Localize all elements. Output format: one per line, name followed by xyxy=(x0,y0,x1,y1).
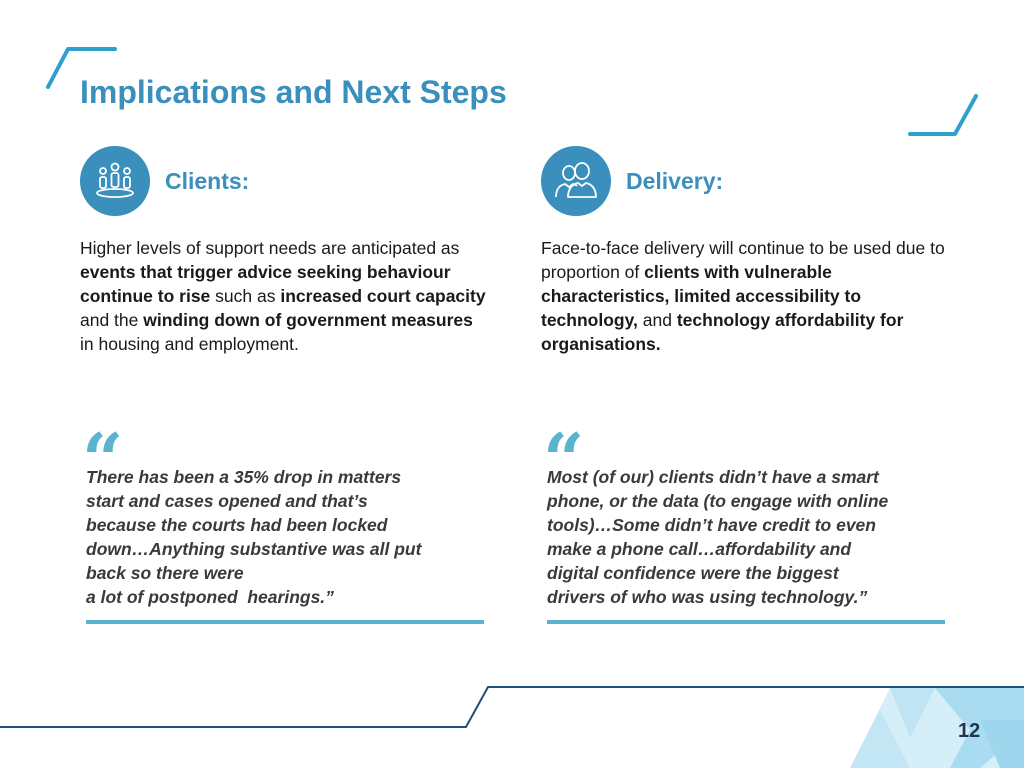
quote-line: start and cases opened and that’s xyxy=(86,491,368,511)
quote-line: tools)…Some didn’t have credit to even xyxy=(547,515,876,535)
emphasis-text: winding down of government measures xyxy=(143,310,473,330)
page-title: Implications and Next Steps xyxy=(80,74,507,110)
delivery-quote-mark: “ xyxy=(543,417,585,502)
footer-triangle-pattern xyxy=(0,680,1024,768)
quote-line: because the courts had been locked xyxy=(86,515,388,535)
quote-line: make a phone call…affordability and xyxy=(547,539,852,559)
body-run: in housing and employment. xyxy=(80,334,299,354)
page-number: 12 xyxy=(958,720,981,742)
quote-line: a lot of postponed hearings.” xyxy=(86,587,334,607)
quote-line: phone, or the data (to engage with online xyxy=(547,491,889,511)
quote-line: down…Anything substantive was all put xyxy=(86,539,422,559)
emphasis-text: increased court capacity xyxy=(280,286,486,306)
clients-quote-rule xyxy=(86,620,484,624)
emphasis-text: technology affordability for organisations. xyxy=(541,310,904,354)
clients-heading: Clients: xyxy=(165,168,250,194)
body-run: such as xyxy=(210,286,281,306)
body-run: Higher levels of support needs are anticipated as xyxy=(80,238,460,258)
quote-line: drivers of who was using technology.” xyxy=(547,587,868,607)
delivery-quote-text xyxy=(547,465,947,609)
quote-line: Most (of our) clients didn’t have a smart xyxy=(547,467,879,487)
body-run: Face-to-face delivery will continue to be used due to proportion of xyxy=(541,238,945,282)
body-run: and the xyxy=(80,310,144,330)
clients-body-text xyxy=(80,236,490,356)
two-people-icon xyxy=(554,161,598,201)
emphasis-text: events that trigger advice seeking behaviour continue to rise xyxy=(80,262,451,306)
body-run: and xyxy=(637,310,677,330)
delivery-body-text xyxy=(541,236,951,356)
emphasis-text: clients with vulnerable characteristics, limited accessibility to technology, xyxy=(541,262,862,330)
quote-line: There has been a 35% drop in matters xyxy=(86,467,402,487)
quote-line: back so there were xyxy=(86,563,244,583)
clients-quote-text xyxy=(86,465,486,609)
people-group-icon xyxy=(93,161,137,201)
delivery-quote-rule xyxy=(547,620,945,624)
delivery-heading: Delivery: xyxy=(626,168,724,194)
delivery-icon-circle xyxy=(541,146,611,216)
quote-line: digital confidence were the biggest xyxy=(547,563,839,583)
clients-quote-mark: “ xyxy=(82,417,124,502)
corner-accent-top-right xyxy=(900,88,990,144)
clients-icon-circle xyxy=(80,146,150,216)
